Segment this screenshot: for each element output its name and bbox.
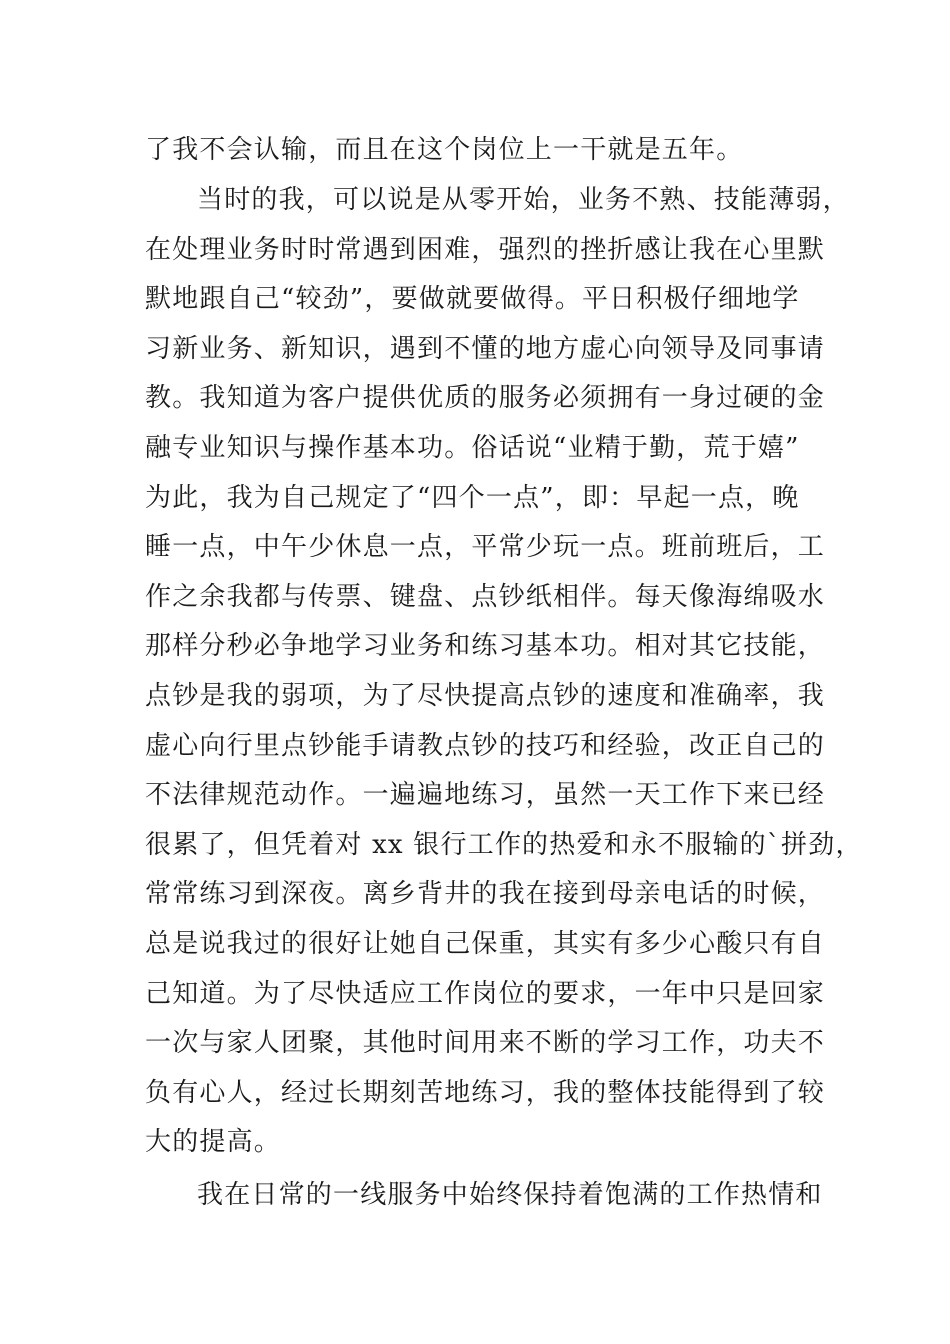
paragraph-start-line: 当时的我，可以说是从零开始，业务不熟、技能薄弱， xyxy=(197,185,850,215)
text-line: 常常练习到深夜。离乡背井的我在接到母亲电话的时候， xyxy=(145,879,826,909)
text-line: 在处理业务时时常遇到困难，强烈的挫折感让我在心里默 xyxy=(145,235,826,265)
text-line: 很累了，但凭着对 xx 银行工作的热爱和永不服输的`拼劲， xyxy=(145,830,863,860)
text-line: 己知道。为了尽快适应工作岗位的要求，一年中只是回家 xyxy=(145,979,826,1009)
text-line: 默地跟自己“较劲”，要做就要做得。平日积极仔细地学 xyxy=(145,284,800,314)
text-line: 教。我知道为客户提供优质的服务必须拥有一身过硬的金 xyxy=(145,383,826,413)
text-line: 那样分秒必争地学习业务和练习基本功。相对其它技能， xyxy=(145,631,826,661)
text-line: 大的提高。 xyxy=(145,1127,282,1157)
paragraph-start-line: 我在日常的一线服务中始终保持着饱满的工作热情和 xyxy=(197,1180,823,1210)
text-line: 了我不会认输，而且在这个岗位上一干就是五年。 xyxy=(145,135,744,165)
text-line: 为此，我为自己规定了“四个一点”，即：早起一点，晚 xyxy=(145,483,800,513)
text-line: 一次与家人团聚，其他时间用来不断的学习工作，功夫不 xyxy=(145,1028,826,1058)
text-line: 作之余我都与传票、键盘、点钞纸相伴。每天像海绵吸水 xyxy=(145,582,826,612)
text-line: 虚心向行里点钞能手请教点钞的技巧和经验，改正自己的 xyxy=(145,731,826,761)
text-line: 睡一点，中午少休息一点，平常少玩一点。班前班后，工 xyxy=(145,532,826,562)
text-line: 习新业务、新知识，遇到不懂的地方虚心向领导及同事请 xyxy=(145,334,826,364)
text-line: 点钞是我的弱项，为了尽快提高点钞的速度和准确率，我 xyxy=(145,681,826,711)
text-line: 融专业知识与操作基本功。俗话说“业精于勤，荒于嬉” xyxy=(145,433,800,463)
text-line: 负有心人，经过长期刻苦地练习，我的整体技能得到了较 xyxy=(145,1078,826,1108)
text-line: 总是说我过的很好让她自己保重，其实有多少心酸只有自 xyxy=(145,929,826,959)
text-line: 不法律规范动作。一遍遍地练习，虽然一天工作下来已经 xyxy=(145,780,826,810)
